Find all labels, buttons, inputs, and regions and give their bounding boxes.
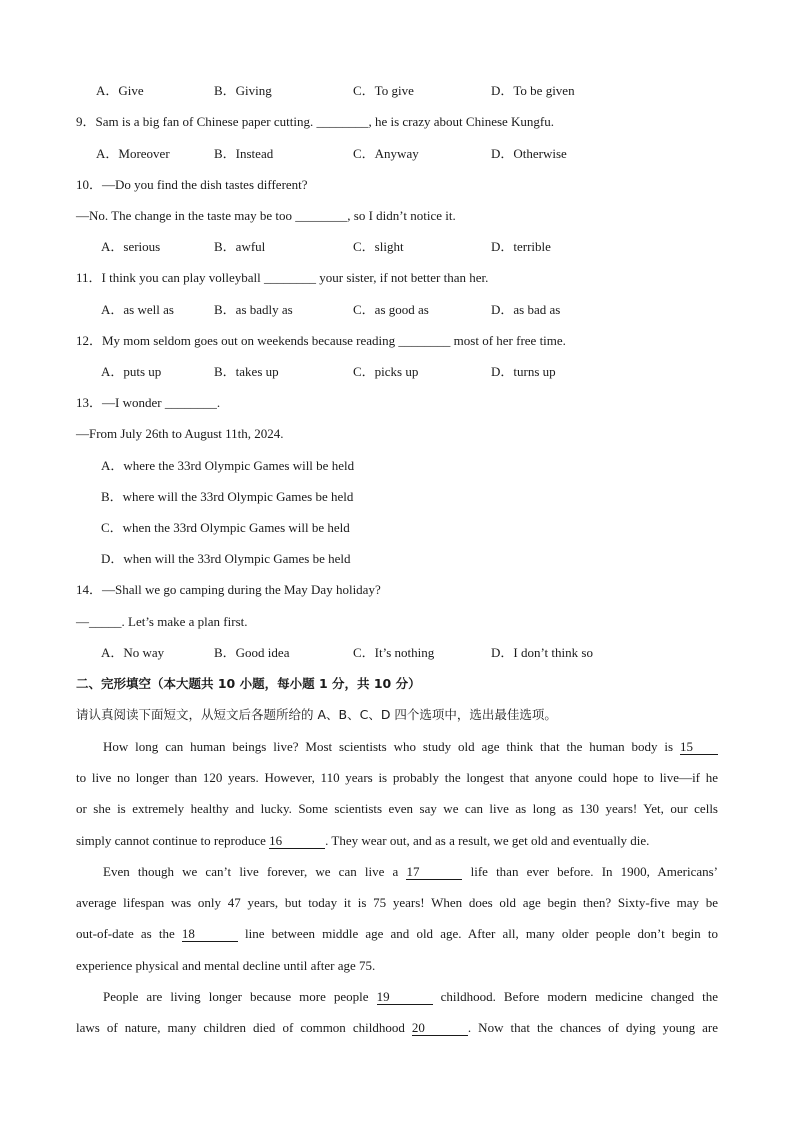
q9-option-b: B．Instead [214, 146, 274, 161]
q10-option-d: D．terrible [491, 239, 551, 254]
q12-option-d: D．turns up [491, 364, 556, 379]
passage-line: to live no longer than 120 years. However, 110 years is probably the longest that anyone could hope to live—if he [76, 770, 718, 786]
q13-blank: ________ [164, 395, 217, 410]
q10-blank: ________ [295, 208, 348, 223]
cloze-blank-20: 20 [412, 1021, 468, 1036]
q9-blank: ________ [316, 114, 369, 129]
passage-line: How long can human beings live? Most scientists who study old age think that the human body is 15 [76, 731, 718, 762]
q10-option-a: A．serious [101, 239, 161, 254]
passage-line: out-of-date as the 18 line between middle age and old age. After all, many older people don’t begin to [76, 926, 718, 942]
q14-reply: —_____. Let’s make a plan first. [76, 614, 248, 629]
q13-option-d: D．when will the 33rd Olympic Games be held [101, 551, 351, 566]
q11-option-b: B．as badly as [214, 302, 293, 317]
q9-stem: 9．Sam is a big fan of Chinese paper cutting. ________, he is crazy about Chinese Kungfu. [76, 114, 555, 129]
q13-option-a: A．where the 33rd Olympic Games will be held [101, 458, 355, 473]
section-heading-cloze: 二、完形填空（本大题共 10 小题，每小题 1 分，共 10 分） [76, 676, 421, 691]
q8-option-c: C．To give [353, 83, 414, 98]
cloze-blank-19: 19 [377, 990, 433, 1005]
passage-line: laws of nature, many children died of common childhood 20 . Now that the chances of dying young are [76, 1020, 719, 1036]
cloze-blank-15: 15 [680, 740, 718, 755]
q13-reply: —From July 26th to August 11th, 2024. [76, 426, 284, 441]
passage-paragraph-1 [76, 731, 718, 856]
q14-option-b: B．Good idea [214, 645, 290, 660]
passage-paragraph-2 [76, 856, 718, 981]
q11-option-a: A．as well as [101, 302, 174, 317]
q10-option-c: C．slight [353, 239, 404, 254]
passage-line: People are living longer because more people 19 childhood. Before modern medicine changed the [103, 989, 719, 1004]
q13-stem: 13．—I wonder ________. [76, 395, 221, 410]
q12-option-b: B．takes up [214, 364, 279, 379]
q8-option-a: A．Give [96, 83, 144, 98]
q8-option-d: D．To be given [491, 83, 575, 98]
q12-option-c: C．picks up [353, 364, 419, 379]
q14-option-a: A．No way [101, 645, 165, 660]
passage-line: Even though we can’t live forever, we can live a 17 life than ever before. In 1900, Americans’ [103, 864, 719, 879]
q9-option-d: D．Otherwise [491, 146, 567, 161]
q11-option-d: D．as bad as [491, 302, 561, 317]
q9-option-c: C．Anyway [353, 146, 419, 161]
section-instruction: 请认真阅读下面短文，从短文后各题所给的 A、B、C、D 四个选项中，选出最佳选项。 [76, 707, 557, 722]
passage-line: simply cannot continue to reproduce 16 . They wear out, and as a result, we get old and eventually die. [76, 832, 650, 848]
q14-stem: 14．—Shall we go camping during the May Day holiday? [76, 582, 381, 597]
q11-blank: ________ [263, 270, 316, 285]
cloze-blank-17: 17 [406, 865, 462, 880]
q8-option-b: B．Giving [214, 83, 272, 98]
q10-reply: —No. The change in the taste may be too ________, so I didn’t notice it. [76, 208, 456, 223]
q11-stem: 11．I think you can play volleyball ________ your sister, if not better than her. [76, 270, 489, 285]
cloze-blank-16: 16 [269, 834, 325, 849]
q12-stem: 12．My mom seldom goes out on weekends because reading ________ most of her free time. [76, 333, 566, 348]
q10-option-b: B．awful [214, 239, 266, 254]
q13-option-c: C．when the 33rd Olympic Games will be held [101, 520, 350, 535]
q11-option-c: C．as good as [353, 302, 429, 317]
q9-option-a: A．Moreover [96, 146, 170, 161]
q12-blank: ________ [398, 333, 451, 348]
q14-option-c: C．It’s nothing [353, 645, 435, 660]
passage-line: experience physical and mental decline until after age 75. [76, 957, 376, 973]
passage-paragraph-3 [76, 981, 718, 1043]
q12-option-a: A．puts up [101, 364, 162, 379]
passage-line: average lifespan was only 47 years, but today it is 75 years! When does old age begin then? Sixty-five may be [76, 895, 718, 911]
q14-blank: _____ [89, 614, 122, 629]
q13-option-b: B．where will the 33rd Olympic Games be held [101, 489, 354, 504]
q10-stem: 10．—Do you find the dish tastes different? [76, 177, 308, 192]
q14-option-d: D．I don’t think so [491, 645, 593, 660]
cloze-blank-18: 18 [182, 927, 238, 942]
passage-line: or she is extremely healthy and lucky. Some scientists even say we can live as long as 130 years! Yet, our cells [76, 801, 718, 817]
